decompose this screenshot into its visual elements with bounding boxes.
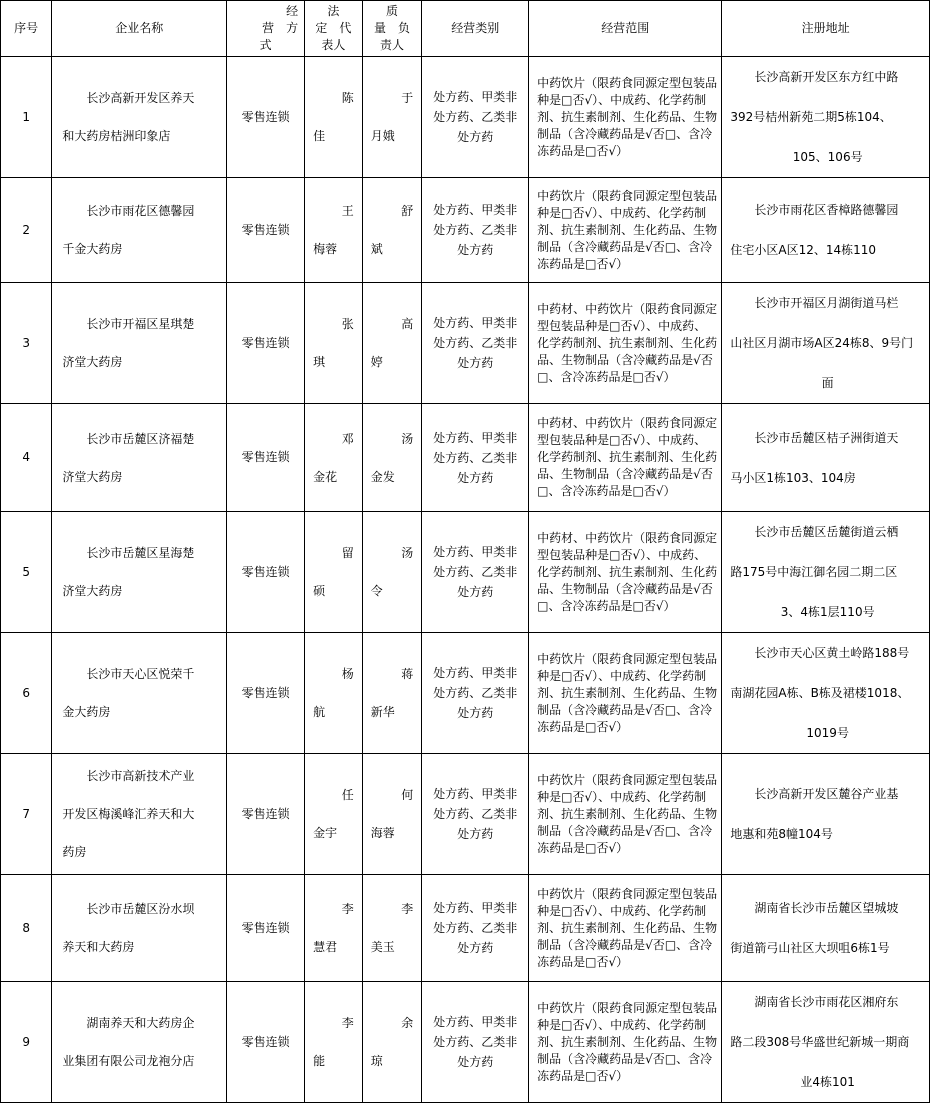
cell-business-mode: 零售连锁 (227, 633, 305, 754)
cell-line: 长沙市开福区月湖街道马栏 (754, 296, 899, 310)
header-legal-rep: 法 定 代 表人 (305, 1, 363, 57)
cell-line: 杨 (341, 667, 354, 681)
cell-company-name (52, 178, 227, 283)
cell-seq: 1 (1, 57, 52, 178)
cell-line: 济堂大药房 (62, 469, 123, 484)
table-body (1, 57, 930, 1103)
cell-line: 于 (401, 91, 414, 105)
cell-line: 长沙高新开发区东方红中路 (754, 70, 899, 84)
cell-scope: 中药饮片（限药食同源定型包装品种是□否√）、中成药、化学药制剂、抗生素制剂、生化药品、生物制品（含冷藏药品是√否□、含冷冻药品是□否√） (529, 982, 722, 1103)
cell-line: 邓 (341, 431, 354, 446)
cell-line: 街道箭弓山社区大坝咀6栋1号 (730, 941, 890, 955)
table-row (1, 633, 930, 754)
cell-line: 金宇 (313, 826, 338, 840)
header-address: 注册地址 (722, 1, 930, 57)
cell-line: 婷 (370, 355, 383, 369)
cell-line: 105、106号 (792, 150, 863, 164)
cell-company-name (52, 283, 227, 404)
cell-category: 处方药、甲类非处方药、乙类非处方药 (422, 512, 529, 633)
cell-scope: 中药饮片（限药食同源定型包装品种是□否√）、中成药、化学药制剂、抗生素制剂、生化药品、生物制品（含冷藏药品是√否□、含冷冻药品是□否√） (529, 633, 722, 754)
cell-line: 住宅小区A区12、14栋110 (730, 243, 877, 257)
cell-category: 处方药、甲类非处方药、乙类非处方药 (422, 404, 529, 512)
cell-line: 长沙市雨花区香樟路德馨园 (754, 203, 899, 217)
cell-line: 琪 (313, 355, 326, 369)
cell-line: 长沙高新开发区养天 (86, 91, 195, 105)
cell-business-mode: 零售连锁 (227, 982, 305, 1103)
cell-line: 长沙市岳麓区桔子洲街道天 (754, 430, 899, 445)
cell-quality-manager (362, 178, 422, 283)
cell-legal-rep (305, 57, 363, 178)
cell-line: 长沙市天心区黄土岭路188号 (754, 646, 910, 660)
cell-line: 令 (370, 584, 383, 598)
cell-address (722, 875, 930, 982)
cell-line: 汤 (401, 431, 414, 446)
cell-line: 能 (313, 1054, 326, 1068)
cell-seq: 2 (1, 178, 52, 283)
cell-scope: 中药饮片（限药食同源定型包装品种是□否√）、中成药、化学药制剂、抗生素制剂、生化药品、生物制品（含冷藏药品是√否□、含冷冻药品是□否√） (529, 57, 722, 178)
cell-quality-manager (362, 57, 422, 178)
cell-scope: 中药材、中药饮片（限药食同源定型包装品种是□否√）、中成药、化学药制剂、抗生素制剂、生化药品、生物制品（含冷藏药品是√否□、含冷冻药品是□否√） (529, 404, 722, 512)
cell-line: 金大药房 (62, 705, 111, 719)
cell-line: 斌 (370, 242, 383, 256)
cell-category: 处方药、甲类非处方药、乙类非处方药 (422, 57, 529, 178)
cell-quality-manager (362, 283, 422, 404)
table-row (1, 512, 930, 633)
cell-seq: 4 (1, 404, 52, 512)
cell-line: 蒋 (401, 667, 414, 681)
cell-business-mode: 零售连锁 (227, 875, 305, 982)
cell-category: 处方药、甲类非处方药、乙类非处方药 (422, 875, 529, 982)
cell-legal-rep (305, 512, 363, 633)
table-row (1, 982, 930, 1103)
cell-category: 处方药、甲类非处方药、乙类非处方药 (422, 754, 529, 875)
table-row (1, 283, 930, 404)
cell-address (722, 178, 930, 283)
cell-scope: 中药材、中药饮片（限药食同源定型包装品种是□否√）、中成药、化学药制剂、抗生素制剂、生化药品、生物制品（含冷藏药品是√否□、含冷冻药品是□否√） (529, 283, 722, 404)
cell-line: 何 (401, 788, 414, 802)
cell-business-mode: 零售连锁 (227, 283, 305, 404)
cell-address (722, 512, 930, 633)
cell-line: 3、4栋1层110号 (780, 605, 875, 619)
cell-category: 处方药、甲类非处方药、乙类非处方药 (422, 283, 529, 404)
cell-line: 琼 (370, 1054, 383, 1068)
cell-address (722, 982, 930, 1103)
cell-business-mode: 零售连锁 (227, 754, 305, 875)
cell-quality-manager (362, 633, 422, 754)
cell-seq: 5 (1, 512, 52, 633)
cell-address (722, 283, 930, 404)
cell-line: 航 (313, 705, 326, 719)
cell-line: 和大药房桔洲印象店 (62, 129, 171, 143)
cell-line: 月娥 (370, 129, 395, 143)
cell-business-mode: 零售连锁 (227, 512, 305, 633)
cell-legal-rep (305, 754, 363, 875)
cell-line: 路二段308号华盛世纪新城一期商 (730, 1035, 910, 1049)
cell-company-name (52, 875, 227, 982)
table-row (1, 178, 930, 283)
cell-address (722, 754, 930, 875)
cell-category: 处方药、甲类非处方药、乙类非处方药 (422, 178, 529, 283)
cell-line: 舒 (401, 204, 414, 218)
cell-address (722, 57, 930, 178)
table-row (1, 875, 930, 982)
cell-line: 392号桔州新苑二期5栋104、 (730, 110, 892, 124)
cell-scope: 中药饮片（限药食同源定型包装品种是□否√）、中成药、化学药制剂、抗生素制剂、生化药品、生物制品（含冷藏药品是√否□、含冷冻药品是□否√） (529, 178, 722, 283)
cell-line: 余 (401, 1016, 414, 1030)
header-quality-manager: 质 量 负 责人 (362, 1, 422, 57)
header-scope: 经营范围 (529, 1, 722, 57)
cell-line: 路175号中海江御名园二期二区 (730, 565, 898, 579)
cell-legal-rep (305, 633, 363, 754)
cell-scope: 中药饮片（限药食同源定型包装品种是□否√）、中成药、化学药制剂、抗生素制剂、生化药品、生物制品（含冷藏药品是√否□、含冷冻药品是□否√） (529, 875, 722, 982)
cell-line: 硕 (313, 584, 326, 598)
cell-line: 任 (341, 788, 354, 802)
header-row (1, 1, 930, 57)
cell-line: 湖南省长沙市雨花区湘府东 (754, 995, 899, 1009)
cell-line: 金花 (313, 469, 338, 484)
table-row (1, 754, 930, 875)
cell-quality-manager (362, 512, 422, 633)
cell-company-name (52, 512, 227, 633)
cell-address (722, 404, 930, 512)
cell-business-mode: 零售连锁 (227, 404, 305, 512)
cell-line: 业4栋101 (800, 1075, 855, 1089)
cell-line: 长沙市雨花区德馨园 (86, 204, 195, 218)
cell-line: 济堂大药房 (62, 355, 123, 369)
cell-line: 留 (341, 546, 354, 560)
cell-company-name (52, 982, 227, 1103)
table-row (1, 57, 930, 178)
cell-quality-manager (362, 404, 422, 512)
cell-category: 处方药、甲类非处方药、乙类非处方药 (422, 633, 529, 754)
cell-line: 山社区月湖市场A区24栋8、9号门 (730, 336, 914, 350)
cell-line: 南湖花园A栋、B栋及裙楼1018、 (730, 686, 910, 700)
cell-line: 长沙市岳麓区岳麓街道云栖 (754, 525, 899, 539)
cell-line: 长沙高新开发区麓谷产业基 (754, 787, 899, 801)
cell-line: 美玉 (370, 940, 395, 954)
cell-company-name (52, 633, 227, 754)
cell-line: 陈 (341, 91, 354, 105)
cell-line: 济堂大药房 (62, 584, 123, 598)
cell-category: 处方药、甲类非处方药、乙类非处方药 (422, 982, 529, 1103)
cell-line: 开发区梅溪峰汇养天和大 (62, 807, 195, 821)
cell-line: 面 (821, 376, 834, 390)
cell-seq: 9 (1, 982, 52, 1103)
cell-legal-rep (305, 283, 363, 404)
cell-line: 长沙市开福区星琪楚 (86, 317, 195, 331)
cell-quality-manager (362, 875, 422, 982)
cell-scope: 中药材、中药饮片（限药食同源定型包装品种是□否√）、中成药、化学药制剂、抗生素制剂、生化药品、生物制品（含冷藏药品是√否□、含冷冻药品是□否√） (529, 512, 722, 633)
cell-scope: 中药饮片（限药食同源定型包装品种是□否√）、中成药、化学药制剂、抗生素制剂、生化药品、生物制品（含冷藏药品是√否□、含冷冻药品是□否√） (529, 754, 722, 875)
cell-line: 业集团有限公司龙袍分店 (62, 1054, 195, 1068)
cell-quality-manager (362, 754, 422, 875)
cell-line: 千金大药房 (62, 242, 123, 256)
cell-legal-rep (305, 875, 363, 982)
cell-line: 药房 (62, 845, 87, 859)
cell-line: 长沙市岳麓区星海楚 (86, 546, 195, 560)
cell-address (722, 633, 930, 754)
cell-line: 汤 (401, 546, 414, 560)
cell-line: 湖南省长沙市岳麓区望城坡 (754, 901, 899, 915)
cell-business-mode: 零售连锁 (227, 57, 305, 178)
cell-line: 高 (401, 317, 414, 331)
cell-line: 梅蓉 (313, 242, 338, 256)
cell-line: 海蓉 (370, 826, 395, 840)
header-mode: 经 营 方 式 (227, 1, 305, 57)
cell-line: 湖南养天和大药房企 (86, 1016, 195, 1030)
cell-company-name (52, 404, 227, 512)
cell-line: 王 (341, 204, 354, 218)
cell-line: 1019号 (806, 726, 849, 740)
cell-legal-rep (305, 404, 363, 512)
table-row (1, 404, 930, 512)
cell-company-name (52, 754, 227, 875)
cell-line: 慧君 (313, 940, 338, 954)
cell-quality-manager (362, 982, 422, 1103)
header-category: 经营类别 (422, 1, 529, 57)
header-seq: 序号 (1, 1, 52, 57)
cell-line: 张 (341, 317, 354, 331)
cell-line: 养天和大药房 (62, 940, 135, 954)
cell-line: 地惠和苑8幢104号 (730, 827, 833, 841)
cell-business-mode: 零售连锁 (227, 178, 305, 283)
cell-seq: 6 (1, 633, 52, 754)
cell-legal-rep (305, 178, 363, 283)
header-name: 企业名称 (52, 1, 227, 57)
cell-line: 新华 (370, 705, 395, 719)
cell-line: 马小区1栋103、104房 (730, 470, 856, 485)
cell-legal-rep (305, 982, 363, 1103)
cell-line: 长沙市岳麓区济福楚 (86, 431, 195, 446)
cell-company-name (52, 57, 227, 178)
cell-line: 李 (341, 1016, 354, 1030)
cell-line: 长沙市高新技术产业 (86, 769, 195, 783)
cell-line: 佳 (313, 129, 326, 143)
cell-seq: 8 (1, 875, 52, 982)
cell-seq: 3 (1, 283, 52, 404)
cell-line: 李 (341, 902, 354, 916)
cell-line: 长沙市天心区悦荣千 (86, 667, 195, 681)
cell-line: 李 (401, 902, 414, 916)
cell-line: 金发 (370, 469, 395, 484)
cell-seq: 7 (1, 754, 52, 875)
cell-line: 长沙市岳麓区汾水坝 (86, 902, 195, 916)
